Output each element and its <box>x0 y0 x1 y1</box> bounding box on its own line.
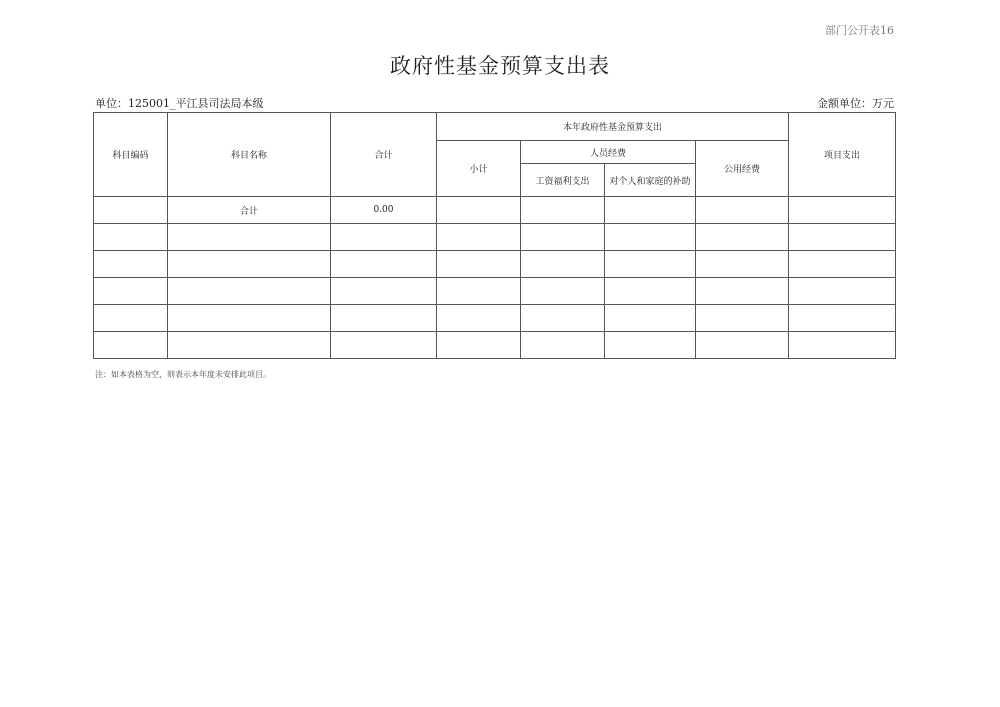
cell-project <box>789 332 896 359</box>
cell-code <box>94 332 168 359</box>
page-tag: 部门公开表16 <box>825 24 894 37</box>
cell-total: 0.00 <box>331 197 437 224</box>
cell-salary <box>521 224 605 251</box>
cell-subtotal <box>437 224 521 251</box>
cell-code <box>94 251 168 278</box>
cell-subsidy <box>605 224 696 251</box>
cell-public <box>696 305 789 332</box>
cell-name <box>168 224 331 251</box>
header-subtotal: 小计 <box>437 141 521 197</box>
header-project: 项目支出 <box>789 113 896 197</box>
cell-name <box>168 332 331 359</box>
header-group: 本年政府性基金预算支出 <box>437 113 789 141</box>
cell-code <box>94 224 168 251</box>
cell-public <box>696 278 789 305</box>
page-title: 政府性基金预算支出表 <box>390 54 610 78</box>
cell-name <box>168 278 331 305</box>
table-row <box>94 251 896 278</box>
table-row <box>94 224 896 251</box>
cell-subtotal <box>437 197 521 224</box>
cell-code <box>94 305 168 332</box>
table-body <box>94 197 896 359</box>
cell-subsidy <box>605 251 696 278</box>
cell-salary <box>521 332 605 359</box>
cell-project <box>789 224 896 251</box>
cell-code <box>94 278 168 305</box>
cell-salary <box>521 197 605 224</box>
cell-total <box>331 251 437 278</box>
header-name: 科目名称 <box>168 113 331 197</box>
table-row <box>94 197 896 224</box>
cell-salary <box>521 278 605 305</box>
cell-public <box>696 197 789 224</box>
cell-salary <box>521 305 605 332</box>
cell-project <box>789 305 896 332</box>
header-code: 科目编码 <box>94 113 168 197</box>
cell-subtotal <box>437 251 521 278</box>
budget-table <box>93 112 896 359</box>
cell-name <box>168 305 331 332</box>
cell-subtotal <box>437 332 521 359</box>
cell-salary <box>521 251 605 278</box>
cell-subsidy <box>605 332 696 359</box>
header-public: 公用经费 <box>696 141 789 197</box>
header-personnel: 人员经费 <box>521 141 696 164</box>
header-subsidy: 对个人和家庭的补助 <box>605 164 696 197</box>
cell-public <box>696 251 789 278</box>
cell-subsidy <box>605 197 696 224</box>
cell-project <box>789 278 896 305</box>
cell-total <box>331 305 437 332</box>
unit-label: 单位：125001_平江县司法局本级 <box>95 97 264 110</box>
cell-total <box>331 278 437 305</box>
cell-code <box>94 197 168 224</box>
cell-public <box>696 332 789 359</box>
cell-subtotal <box>437 305 521 332</box>
table-row <box>94 278 896 305</box>
cell-subtotal <box>437 278 521 305</box>
cell-subsidy <box>605 305 696 332</box>
cell-public <box>696 224 789 251</box>
cell-name <box>168 251 331 278</box>
table-note: 注：如本表格为空，则表示本年度未安排此项目。 <box>95 370 271 379</box>
cell-project <box>789 197 896 224</box>
header-total: 合计 <box>331 113 437 197</box>
header-salary: 工资福利支出 <box>521 164 605 197</box>
cell-name: 合计 <box>168 197 331 224</box>
table-row <box>94 305 896 332</box>
cell-project <box>789 251 896 278</box>
cell-total <box>331 224 437 251</box>
cell-total <box>331 332 437 359</box>
currency-unit-label: 金额单位：万元 <box>817 97 894 110</box>
cell-subsidy <box>605 278 696 305</box>
table-row <box>94 332 896 359</box>
